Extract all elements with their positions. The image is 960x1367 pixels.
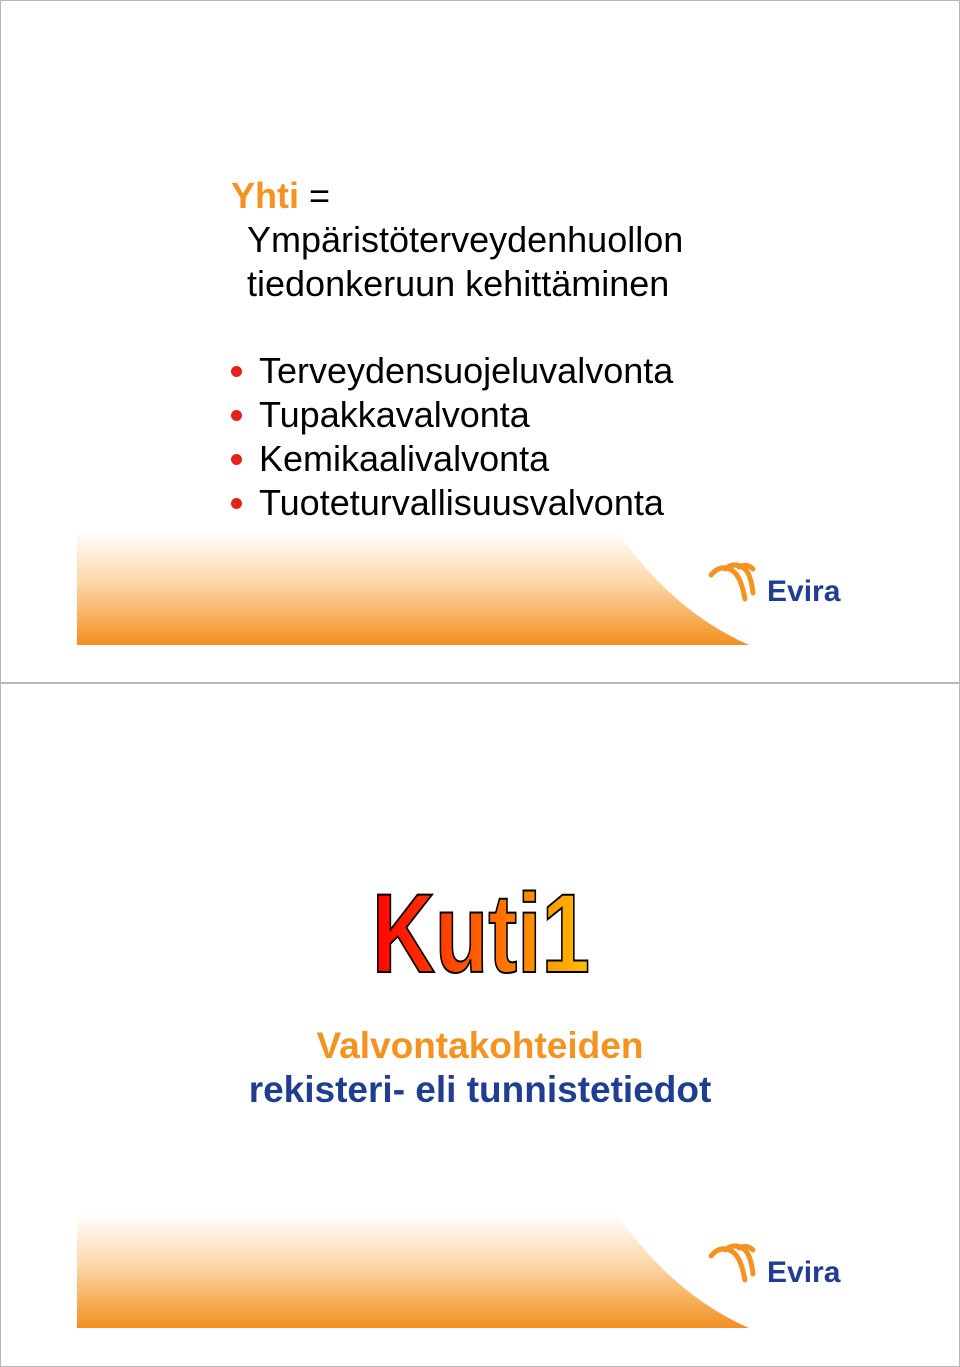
bullet-text: Tupakkavalvonta [259, 394, 530, 435]
wordart-text: Kuti1 [372, 871, 590, 996]
title-brand: Yhti [231, 175, 299, 216]
slide-1 [0, 0, 960, 683]
orange-gradient-band [77, 531, 749, 645]
bullet-item [229, 393, 949, 437]
slide-title [231, 174, 931, 306]
bullet-dot-icon [231, 410, 242, 421]
subtitle-line-2: rekisteri- eli tunnistetiedot [248, 1069, 712, 1110]
bullet-dot-icon [231, 366, 242, 377]
bullet-text: Tuoteturvallisuusvalvonta [259, 482, 664, 523]
title-line-2: Ympäristöterveydenhuollon [247, 219, 684, 260]
slide-2 [0, 683, 960, 1367]
bullet-list [229, 349, 949, 525]
bullet-dot-icon [231, 498, 242, 509]
subtitle-line-1: Valvontakohteiden [316, 1025, 644, 1066]
evira-logo-icon [707, 1240, 847, 1290]
title-equals: = [299, 175, 331, 216]
bullet-text: Terveydensuojeluvalvonta [259, 350, 674, 391]
bullet-item [229, 437, 949, 481]
evira-logo-icon [707, 559, 847, 609]
bullet-dot-icon [231, 454, 242, 465]
bullet-text: Kemikaalivalvonta [259, 438, 550, 479]
wordart-title [361, 871, 601, 996]
title-line-3: tiedonkeruun kehittäminen [247, 263, 670, 304]
orange-gradient-band [77, 1214, 749, 1328]
bullet-item [229, 481, 949, 525]
bullet-item [229, 349, 949, 393]
slide-subtitle [1, 1024, 959, 1112]
logo-text: Evira [767, 575, 841, 608]
logo-text: Evira [767, 1256, 841, 1289]
